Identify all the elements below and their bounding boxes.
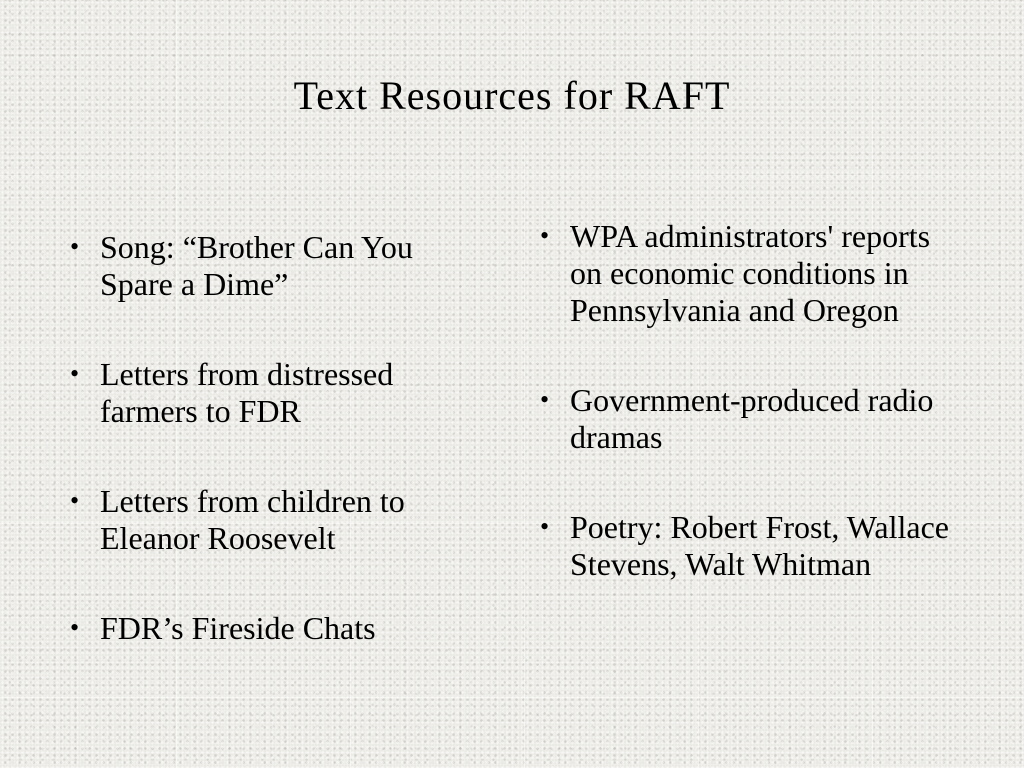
- texture-seam: [0, 175, 1024, 176]
- bullet-icon: •: [70, 232, 80, 261]
- bullet-icon: •: [70, 613, 80, 642]
- list-item-text: Government-produced radio dramas: [570, 382, 934, 455]
- list-item-text: Letters from children to Eleanor Roosevelt: [100, 483, 405, 556]
- texture-seam: [0, 697, 1024, 698]
- left-bullet-list: [68, 229, 488, 647]
- list-item-text: Poetry: Robert Frost, Wallace Stevens, Walt Whitman: [570, 509, 949, 582]
- list-item: [68, 610, 488, 647]
- list-item: [538, 382, 958, 456]
- list-item: [68, 229, 488, 303]
- list-item: [68, 356, 488, 430]
- bullet-icon: •: [70, 359, 80, 388]
- list-item-text: WPA administrators' reports on economic conditions in Pennsylvania and Oregon: [570, 218, 931, 328]
- slide-title: Text Resources for RAFT: [293, 73, 731, 118]
- list-item-text: Song: “Brother Can You Spare a Dime”: [100, 229, 413, 302]
- list-item: [68, 483, 488, 557]
- list-item: [538, 509, 958, 583]
- bullet-icon: •: [540, 385, 550, 414]
- list-item: [538, 218, 958, 329]
- list-item-text: FDR’s Fireside Chats: [100, 610, 376, 646]
- bullet-icon: •: [70, 486, 80, 515]
- right-bullet-list: [538, 218, 958, 583]
- list-item-text: Letters from distressed farmers to FDR: [100, 356, 394, 429]
- bullet-icon: •: [540, 512, 550, 541]
- bullet-icon: •: [540, 221, 550, 250]
